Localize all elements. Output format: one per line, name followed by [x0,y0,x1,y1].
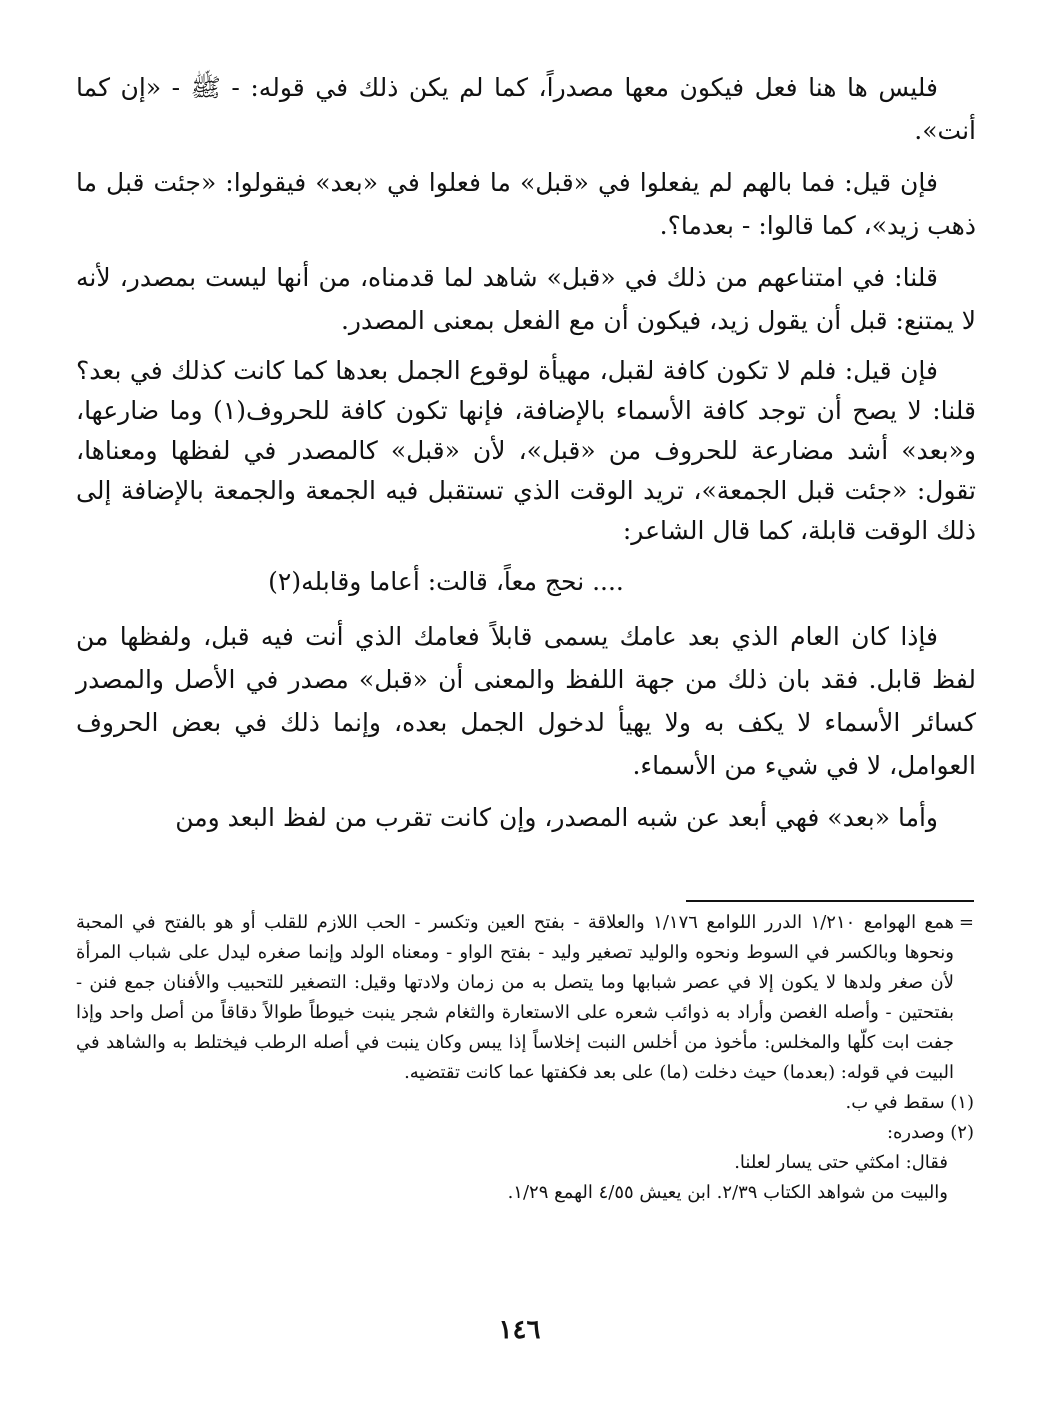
footnotes-section [76,908,974,1208]
poetry-verse: .... نحج معاً، قالت: أعاما وقابله(٢) [268,567,624,596]
paragraph-2: فإن قيل: فما بالهم لم يفعلوا في «قبل» ما فعلوا في «بعد» فيقولوا: «جئت قبل ما ذهب زيد»، كما قالوا: - بعدما؟. [76,168,976,240]
main-text-body [76,66,976,848]
footnote-2: (٢) وصدره: [886,1122,974,1143]
paragraph-6: وأما «بعد» فهي أبعد عن شبه المصدر، وإن كانت تقرب من لفظ البعد ومن [175,803,938,832]
footnote-2-source: والبيت من شواهد الكتاب ٢/٣٩. ابن يعيش ٤/٥٥ الهمع ١/٢٩. [507,1182,948,1203]
footnote-continuation [76,908,974,1088]
page-number: ١٤٦ [498,1315,541,1345]
paragraph-3: قلنا: في امتناعهم من ذلك في «قبل» شاهد لما قدمناه، من أنها ليست بمصدر، لأنه لا يمتنع: قبل أن يقول زيد، فيكون أن مع الفعل بمعنى المصدر. [76,263,976,335]
footnote-separator [686,900,974,902]
footnote-1: (١) سقط في ب. [845,1092,974,1113]
continuation-marker: = [958,912,974,933]
paragraph-5: فإذا كان العام الذي بعد عامك يسمى قابلاً فعامك الذي أنت فيه قبل، ولفظها من لفظ قابل. فقد بان ذلك من جهة اللفظ والمعنى أن «قبل» مصدر في الأصل والمصدر كسائر الأسماء لا يكف به ولا يهيأ لدخول الجمل بعده، وإنما ذلك في بعض الحروف العوامل، لا في شيء من الأسماء. [76,622,976,780]
footnote-continuation-text: همع الهوامع ١/٢١٠ الدرر اللوامع ١/١٧٦ والعلاقة - بفتح العين وتكسر - الحب اللازم للقلب أو هو بالفتح في المحبة ونحوها وبالكسر في السوط ونحوه والوليد تصغير وليد - بفتح الواو - ومعناه الولد وإنما صغره ليدل على شباب المرأة لأن صغر ولدها لا يكون إلا في عصر شبابها وما يتصل به من زمان ولادتها وقيل: التصغير للتحبيب والأفنان جمع فنن - بفتحتين - وأصله الغصن وأراد به ذوائب شعره على الاستعارة والثغام شجر ينبت خيوطاً طوالاً دقاقاً من أصل واحد وإذا جفت ابت كلّها والمخلس: مأخوذ من أخلس النبت إخلاساً إذا يبس وكان ينبت في أصله الرطب فيختلط به والشاهد في البيت في قوله: (بعدما) حيث دخلت (ما) على بعد فكفتها عما كانت تقتضيه. [76,912,954,1083]
paragraph-1: فليس ها هنا فعل فيكون معها مصدراً، كما لم يكن ذلك في قوله: - ﷺ - «إن كما أنت». [76,73,976,145]
paragraph-4: فإن قيل: فلم لا تكون كافة لقبل، مهيأة لوقوع الجمل بعدها كما كانت كذلك في بعد؟ قلنا: لا يصح أن توجد كافة الأسماء بالإضافة، فإنها تكون كافة للحروف(١) وما ضارعها، و«بعد» أشد مضارعة للحروف من «قبل»، لأن «قبل» كالمصدر في لفظها ومعناها، تقول: «جئت قبل الجمعة»، تريد الوقت الذي تستقبل فيه الجمعة والجمعة بالإضافة إلى ذلك الوقت قابلة، كما قال الشاعر: [76,356,977,545]
footnote-2-quote: فقال: امكثي حتى يسار لعلنا. [734,1152,948,1173]
